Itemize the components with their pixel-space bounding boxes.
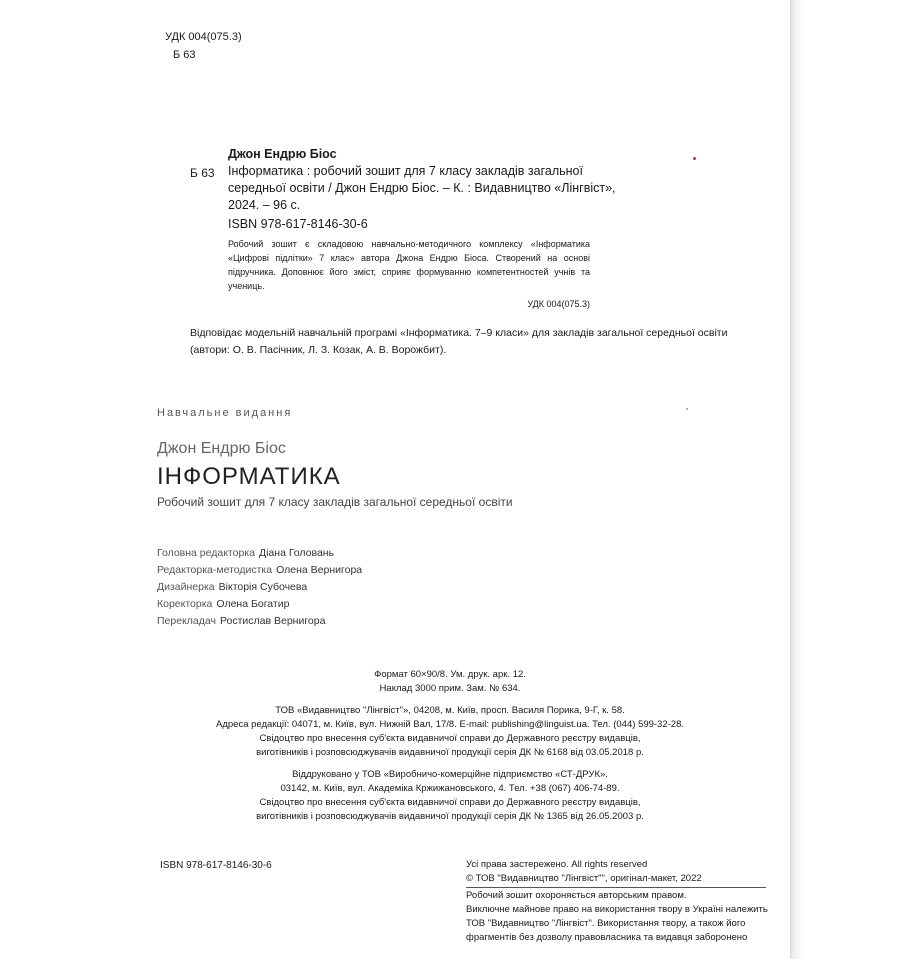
printer-line: виготівників і розповсюджувачів видавничої продукції серія ДК № 1365 від 26.05.2003 р. — [256, 811, 644, 822]
protection-line: Виключне майнове право на використання твору в Україні належить — [466, 904, 768, 915]
catalog-index: Б 63 — [190, 166, 215, 180]
program-line: Відповідає модельній навчальній програмі «Інформатика. 7–9 класи» для закладів загальної середньої освіти — [190, 327, 728, 339]
protection-line: Робочий зошит охороняється авторським правом. — [466, 890, 687, 901]
credit-name: Олена Вернигора — [276, 564, 363, 576]
print-format: Формат 60×90/8. Ум. друк. арк. 12. — [374, 669, 526, 680]
printer-line: Свідоцтво про внесення суб'єкта видавничої справи до Державного реєстру видавців, — [259, 797, 641, 808]
udk-code: УДК 004(075.3) — [165, 31, 242, 43]
credit-row — [157, 596, 362, 613]
imprint-block — [190, 668, 710, 824]
book-title: ІНФОРМАТИКА — [157, 463, 341, 490]
scan-speck — [686, 408, 688, 410]
book-author: Джон Ендрю Біос — [157, 440, 286, 457]
udk-header — [165, 28, 242, 64]
credit-name: Ростислав Вернигора — [219, 615, 326, 627]
catalog-bib-line: середньої освіти / Джон Ендрю Біос. – К. : Видавництво «Лінгвіст», — [228, 181, 616, 195]
credit-row — [157, 579, 362, 596]
copyright-line: © ТОВ "Видавництво "Лінгвіст"", оригінал-макет, 2022 — [466, 873, 702, 884]
page-edge-shadow — [790, 0, 900, 959]
credits-list — [157, 545, 362, 630]
catalog-isbn: ISBN 978-617-8146-30-6 — [228, 217, 368, 231]
protection-line: ТОВ "Видавництво "Лінгвіст". Використання твору, а також його — [466, 918, 746, 929]
credit-row — [157, 613, 362, 630]
printer-line: 03142, м. Київ, вул. Академіка Кржижановського, 4. Тел. +38 (067) 406-74-89. — [280, 783, 620, 794]
rights-reserved: Усі права застережено. All rights reserved — [466, 859, 648, 870]
credit-name: Вікторія Субочева — [218, 581, 308, 593]
credit-role: Дизайнерка — [157, 581, 215, 593]
credit-role: Перекладач — [157, 615, 216, 627]
catalog-annotation: Робочий зошит є складовою навчально-методичного комплексу «Інформатика «Цифрові підлітки» 7 клас» автора Джона Ендрю Біоса. Створений на основі підручника. Доповнює його зміст, сприяє формуванню компетентностей учнів та учениць. — [228, 239, 590, 291]
credit-row — [157, 545, 362, 562]
print-run: Наклад 3000 прим. Зам. № 634. — [379, 683, 521, 694]
rights-block — [466, 858, 768, 945]
credit-row — [157, 562, 362, 579]
credit-role: Коректорка — [157, 598, 213, 610]
protection-line: фрагментів без дозволу правовласника та видавця заборонено — [466, 932, 748, 943]
credit-name: Олена Богатир — [216, 598, 290, 610]
isbn-bottom: ISBN 978-617-8146-30-6 — [160, 860, 272, 871]
catalog-bib-line: 2024. – 96 с. — [228, 198, 301, 212]
book-subtitle: Робочий зошит для 7 класу закладів загальної середньої освіти — [157, 495, 513, 509]
publisher-line: виготівників і розповсюджувачів видавничої продукції серія ДК № 6168 від 03.05.2018 р. — [256, 747, 644, 758]
catalog-author: Джон Ендрю Біос — [228, 147, 337, 161]
credit-name: Діана Головань — [258, 547, 335, 559]
program-authors: (автори: О. В. Пасічник, Л. З. Козак, А. В. Ворожбит). — [190, 344, 447, 356]
catalog-bib-line: Інформатика : робочий зошит для 7 класу закладів загальної — [228, 164, 583, 178]
program-note — [190, 325, 727, 359]
publisher-line: Свідоцтво про внесення суб'єкта видавничої справи до Державного реєстру видавців, — [259, 733, 641, 744]
publisher-line: ТОВ «Видавництво "Лінгвіст"», 04208, м. Київ, просп. Василя Порика, 9-Г, к. 58. — [275, 705, 625, 716]
author-index: Б 63 — [173, 49, 196, 61]
catalog-udk: УДК 004(075.3) — [527, 299, 590, 309]
rights-divider — [466, 887, 766, 888]
printer-line: Віддруковано у ТОВ «Виробничо-комерційне підприємство «СТ-ДРУК». — [292, 769, 608, 780]
publisher-line: Адреса редакції: 04071, м. Київ, вул. Нижній Вал, 17/8. E-mail: publishing@linguist.ua. Тел. (044) 599-32-28. — [216, 719, 684, 730]
credit-role: Редакторка-методистка — [157, 564, 273, 576]
catalog-card — [228, 146, 616, 313]
credit-role: Головна редакторка — [157, 547, 255, 559]
scan-speck — [693, 157, 696, 160]
edition-type: Навчальне видання — [157, 407, 293, 419]
